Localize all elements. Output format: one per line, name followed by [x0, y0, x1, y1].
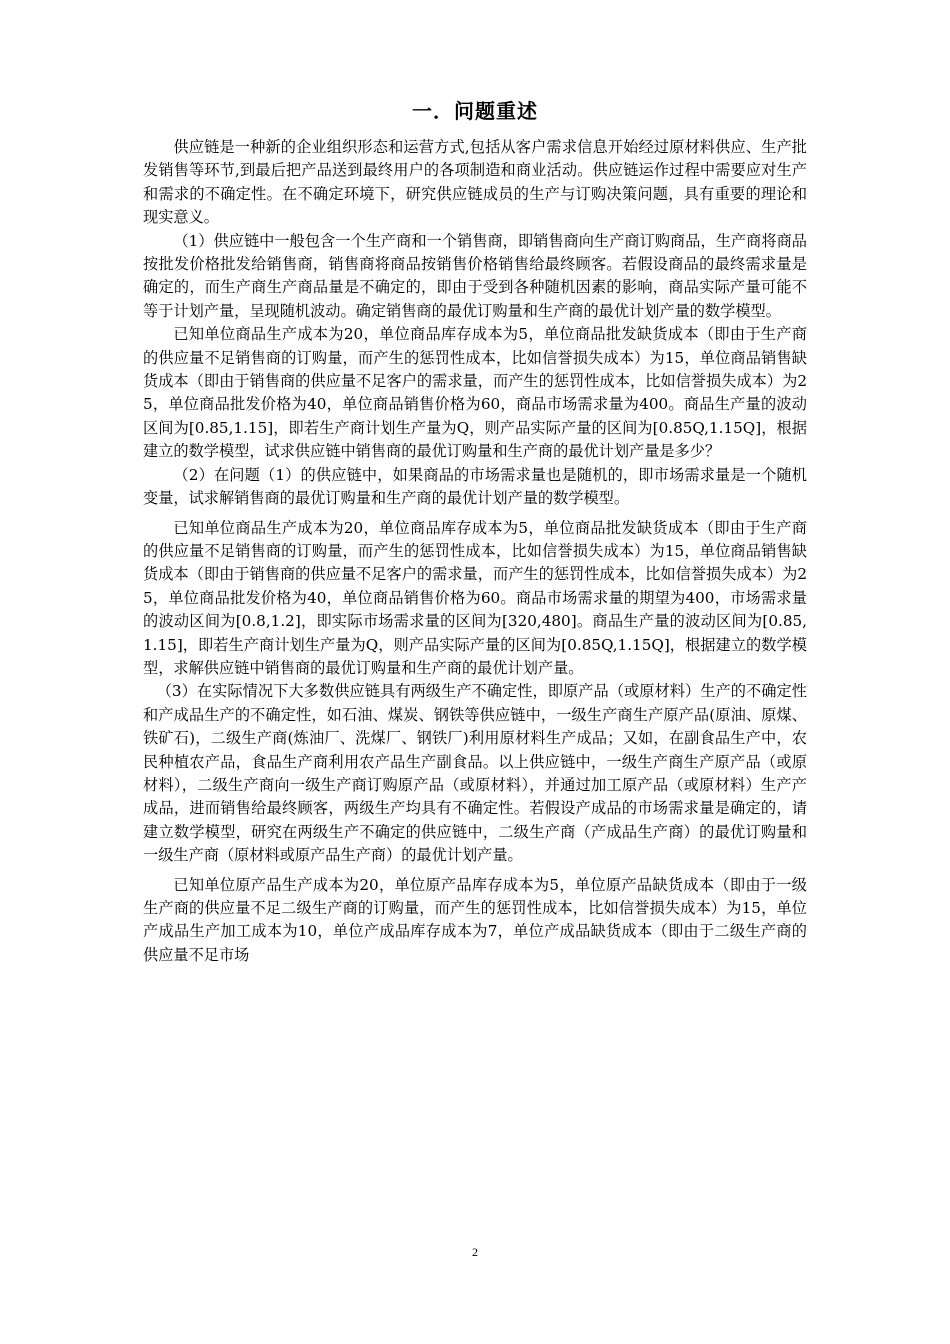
paragraph-question-3-data: 已知单位原产品生产成本为20，单位原产品库存成本为5，单位原产品缺货成本（即由于一级生产商的供应量不足二级生产商的订购量，而产生的惩罚性成本，比如信誉损失成本）为15，单位产成品生产加工成本为10，单位产成品库存成本为7，单位产成品缺货成本（即由于二级生产商的供应量不足市场	[143, 875, 807, 964]
document-body	[143, 136, 807, 967]
paragraph-question-1-data: 已知单位商品生产成本为20，单位商品库存成本为5，单位商品批发缺货成本（即由于生产商的供应量不足销售商的订购量，而产生的惩罚性成本，比如信誉损失成本）为15，单位商品销售缺货成本（即由于销售商的供应量不足客户的需求量，而产生的惩罚性成本，比如信誉损失成本）为25，单位商品批发价格为40，单位商品销售价格为60，商品市场需求量为400。商品生产量的波动区间为[0.85,1.15]，即若生产商计划生产量为Q，则产品实际产量的区间为[0.85Q,1.15Q]，根据建立的数学模型，试求供应链中销售商的最优订购量和生产商的最优计划产量是多少？	[143, 325, 807, 461]
paragraph-intro: 供应链是一种新的企业组织形态和运营方式,包括从客户需求信息开始经过原材料供应、生产批发销售等环节,到最后把产品送到最终用户的各项制造和商业活动。供应链运作过程中需要应对生产和需求的不确定性。在不确定环境下，研究供应链成员的生产与订购决策问题，具有重要的理论和现实意义。	[143, 138, 807, 227]
paragraph-question-3: （3）在实际情况下大多数供应链具有两级生产不确定性，即原产品（或原材料）生产的不确定性和产成品生产的不确定性，如石油、煤炭、钢铁等供应链中，一级生产商生产原产品(原油、原煤、铁矿石)，二级生产商(炼油厂、洗煤厂、钢铁厂)利用原材料生产成品；又如，在副食品生产中，农民种植农产品，食品生产商利用农产品生产副食品。以上供应链中，一级生产商生产原产品（或原材料），二级生产商向一级生产商订购原产品（或原材料），并通过加工原产品（或原材料）生产产成品，进而销售给最终顾客，两级生产均具有不确定性。若假设产成品的市场需求量是确定的，请建立数学模型，研究在两级生产不确定的供应链中，二级生产商（产成品生产商）的最优订购量和一级生产商（原材料或原产品生产商）的最优计划产量。	[143, 682, 807, 865]
section-heading: 一．问题重述	[412, 99, 538, 123]
paragraph-question-2: （2）在问题（1）的供应链中，如果商品的市场需求量也是随机的，即市场需求量是一个随机变量，试求解销售商的最优订购量和生产商的最优计划产量的数学模型。	[143, 465, 807, 508]
paragraph-question-1: （1）供应链中一般包含一个生产商和一个销售商，即销售商向生产商订购商品，生产商将商品按批发价格批发给销售商，销售商将商品按销售价格销售给最终顾客。若假设商品的最终需求量是确定的，而生产商生产商品量是不确定的，即由于受到各种随机因素的影响，商品实际产量可能不等于计划产量，呈现随机波动。确定销售商的最优订购量和生产商的最优计划产量的数学模型。	[143, 231, 807, 320]
paragraph-question-2-data: 已知单位商品生产成本为20，单位商品库存成本为5，单位商品批发缺货成本（即由于生产商的供应量不足销售商的订购量，而产生的惩罚性成本，比如信誉损失成本）为15，单位商品销售缺货成本（即由于销售商的供应量不足客户的需求量，而产生的惩罚性成本，比如信誉损失成本）为25，单位商品批发价格为40，单位商品销售价格为60。商品市场需求量的期望为400，市场需求量的波动区间为[0.8,1.2]，即实际市场需求量的区间为[320,480]。商品生产量的波动区间为[0.85,1.15]，即若生产商计划生产量为Q，则产品实际产量的区间为[0.85Q,1.15Q]，根据建立的数学模型，求解供应链中销售商的最优订购量和生产商的最优计划产量。	[143, 518, 807, 677]
page-number: 2	[472, 1245, 478, 1259]
